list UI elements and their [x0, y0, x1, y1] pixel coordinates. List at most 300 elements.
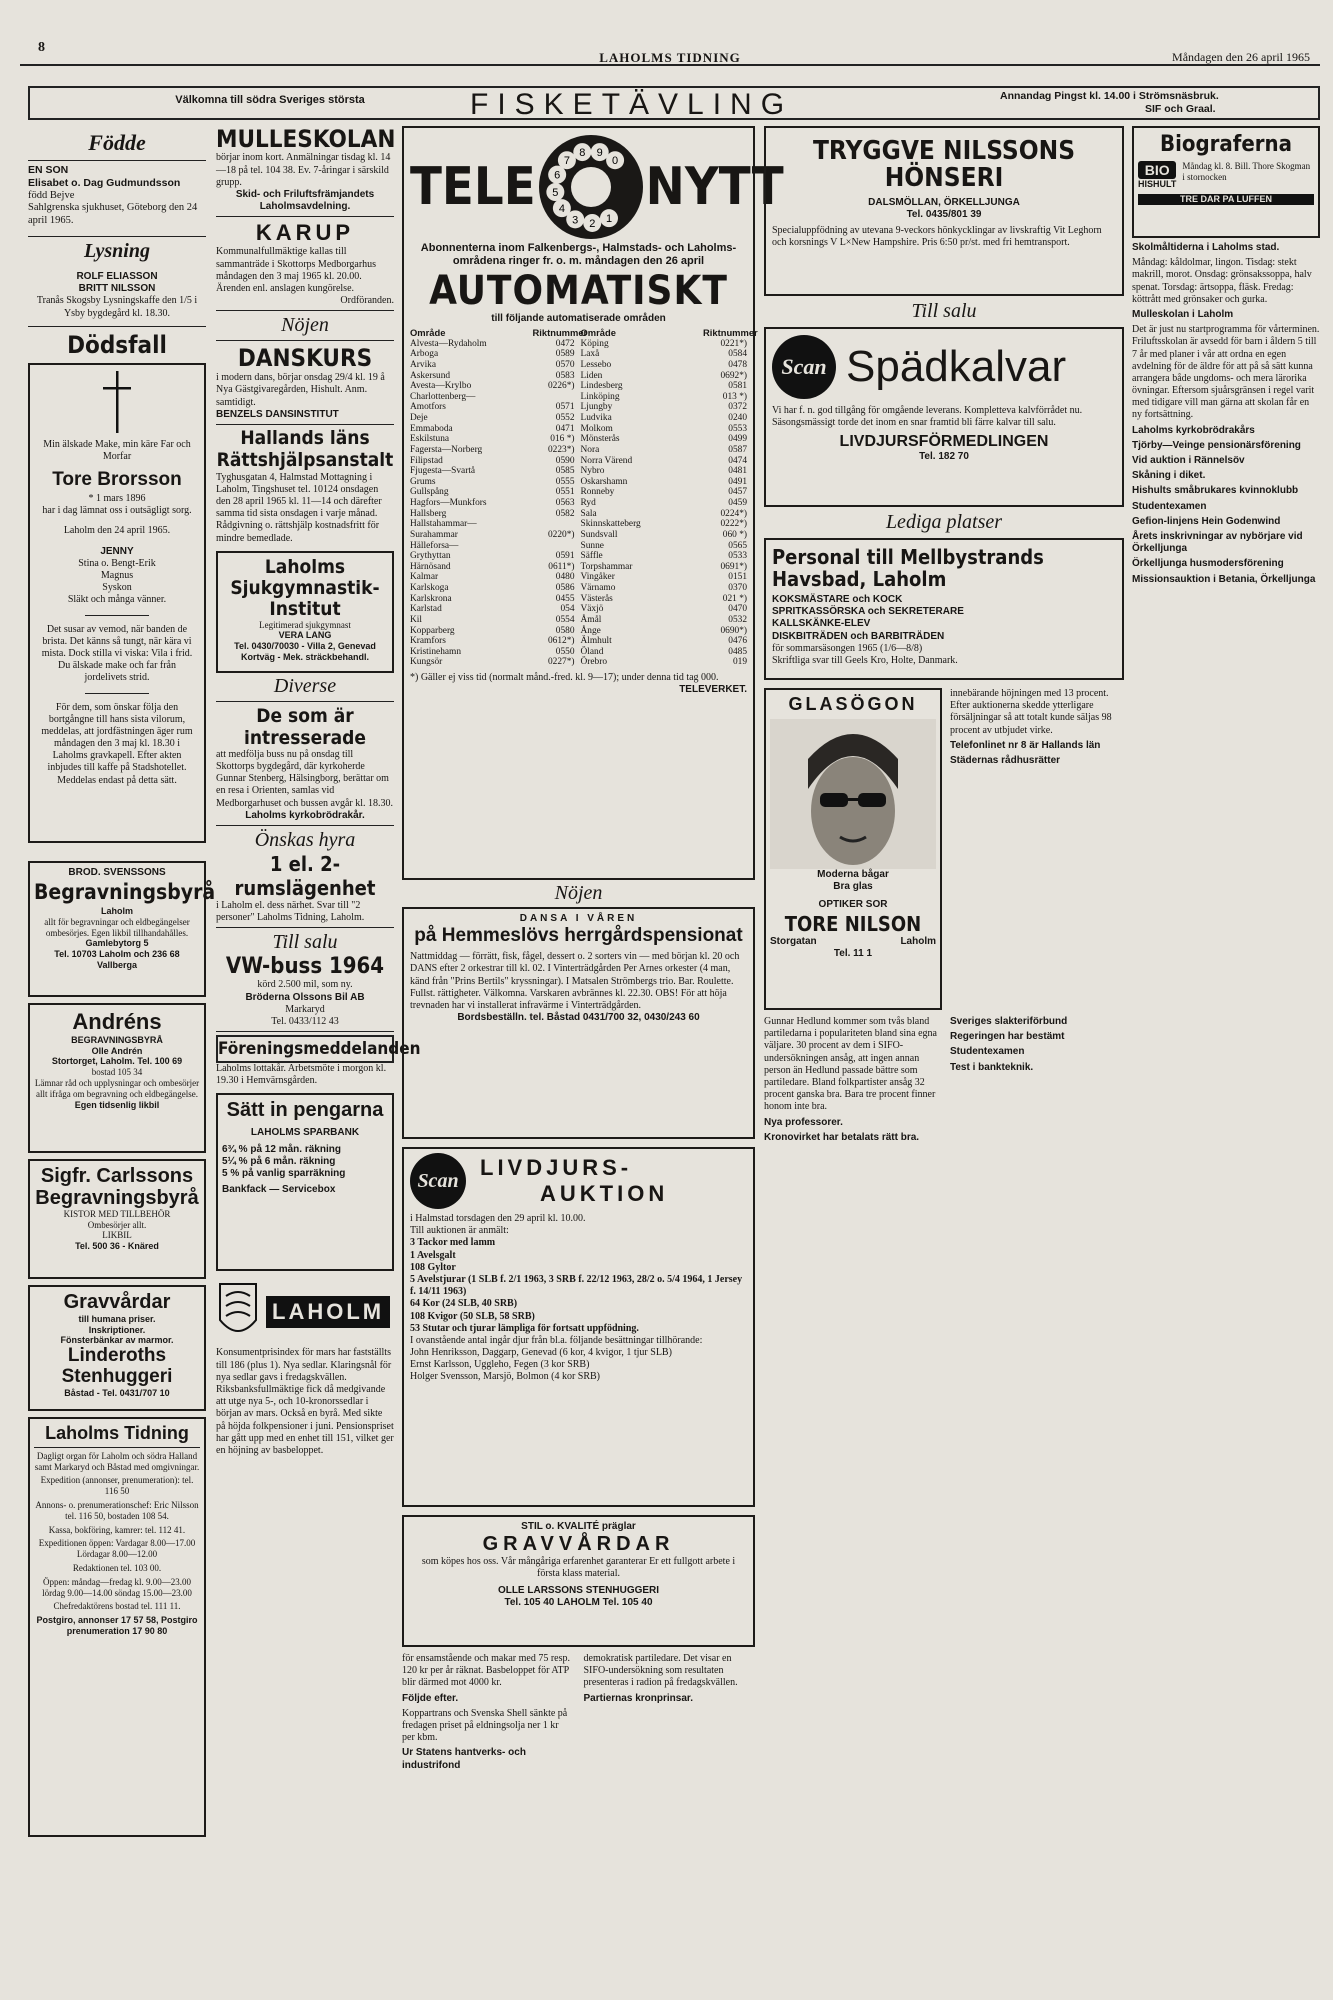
area-code-cell: 013 *)	[722, 391, 747, 402]
area-code-cell: 0582	[555, 508, 575, 519]
biografer-title: Biograferna	[1160, 132, 1292, 157]
orkelljunga-heading: Örkelljunga husmodersförening	[1132, 558, 1284, 570]
carlssons-tel: Tel. 500 36 - Knäred	[75, 1241, 159, 1252]
laholm-news: Konsumentprisindex för mars har fastställts till 186 (plus 1). Nya sedlar. Klaringsnål för nya sedlar gavs i fredagskvällen. Riksbanksfullmäktige fick då medgivande att utge nya 5-, och 10-kronorssedlar i början av mars. Också en byrå. Med sikte på höjda folkpensioner i juni. Pensionspriset har gått upp med en enhet till 151, vilket ger en höjning av basbeloppet.	[216, 1347, 394, 1456]
regeringen-heading: Regeringen har bestämt	[950, 1031, 1065, 1043]
area-code-cell: Grums	[410, 476, 436, 487]
scan-logo-2: Scan	[772, 335, 836, 399]
obit-funeral: För dem, som önskar följa den bortgångne till hans sista vilorum, meddelas, att jordfästningen äger rum måndagen den 3 maj kl. 18.30 i Laholms gravkapell. Efter akten inbjudes till kaffe på Stadshotellet. Meddelas endast på detta sätt.	[41, 701, 193, 786]
obit-text: har i dag lämnat oss i outsägligt sorg.	[42, 505, 192, 517]
area-code-cell: 0240	[728, 413, 747, 423]
area-code-cell: Nora	[580, 444, 600, 455]
area-code-cell: 0586	[555, 583, 575, 593]
tore-street: Storgatan	[770, 935, 817, 947]
auktion-line: 64 Kor (24 SLB, 40 SRB)	[410, 1298, 518, 1310]
olle-larssons-ad	[402, 1515, 755, 1647]
area-code-cell: 0591	[555, 551, 575, 562]
column-3	[402, 126, 784, 1990]
area-code-cell: 0223*)	[547, 444, 575, 455]
laholm-crest-icon	[216, 1280, 260, 1344]
obit-born: * 1 mars 1896	[88, 493, 146, 505]
rate-1: 6¾ % på 12 mån. räkning	[222, 1143, 341, 1155]
gravvardar-line-2: Inskriptioner.	[88, 1324, 146, 1335]
intresserade-title: De som är intresserade	[244, 704, 366, 749]
tele-text: TELE	[410, 157, 536, 217]
bottom-left-article	[402, 1653, 574, 1775]
area-code-cell: Örebro	[580, 657, 608, 668]
area-code-cell: 0555	[555, 476, 575, 487]
obit-family	[36, 546, 198, 607]
gravvardar-text	[34, 1314, 200, 1346]
area-code-cell: Deje	[410, 413, 428, 423]
lysning-heading: Lysning	[84, 239, 150, 262]
area-code-cell: 0533	[728, 551, 747, 562]
area-code-cell: 0550	[555, 646, 575, 657]
area-code-cell: Arvika	[410, 359, 437, 370]
sparbank-name: LAHOLMS SPARBANK	[250, 1127, 360, 1139]
family-3: Magnus	[100, 570, 134, 582]
hyra-text: i Laholm el. dess närhet. Svar till "2 personer" Laholms Tidning, Laholm.	[216, 899, 365, 924]
area-code-cell: Ludvika	[580, 413, 612, 423]
dial-digit: 4	[558, 203, 565, 216]
lt-line-8: Chefredaktörens bostad tel. 111 11.	[53, 1601, 181, 1612]
dial-digit: 8	[578, 147, 586, 160]
vid-auktion-heading: Vid auktion i Rännelsöv	[1132, 455, 1245, 466]
area-code-header	[410, 327, 758, 339]
area-code-cell: Ronneby	[580, 487, 615, 498]
personal-text: för sommarsäsongen 1965 (1/6—8/8)	[772, 642, 923, 654]
honseri-text: Specialuppfödning av utevana 9-veckors hönkycklingar av livskraftig Vit Leghorn och korsnings V L×New Hampshire. Pris 6:50 pr/st. med fri hemtransport.	[772, 224, 1102, 249]
sjukgym-title: Laholms Sjukgymnastik-Institut	[230, 555, 380, 620]
studentexamen-heading: Studentexamen	[950, 1046, 1025, 1058]
glasogon-sub-2: Bra glas	[833, 881, 873, 893]
area-code-cell: Nybro	[580, 466, 605, 477]
header-riktnummer-2: Riktnummer	[703, 327, 758, 338]
carlssons-ad	[28, 1159, 206, 1279]
area-code-cell: Sundsvall	[580, 529, 618, 540]
area-code-cell: Hagfors—Munkfors	[410, 498, 487, 508]
nytt-text: NYTT	[645, 157, 784, 217]
area-code-cell: 0584	[728, 349, 747, 360]
area-code-cell: Karlskoga	[410, 583, 449, 593]
basbelopp-text: för ensamstående och makar med 75 resp. 120 kr per år räknat. Basbeloppet för ATP blir därmed mot 4000 kr.	[402, 1653, 570, 1689]
linderoths-tel: Båstad - Tel. 0431/707 10	[64, 1387, 170, 1398]
article-column-b	[950, 688, 1124, 1010]
hemmeslov-sign: Bordsbeställn. tel. Båstad 0431/700 32, 0430/243 60	[457, 1012, 700, 1024]
lt-line-3: Annons- o. prenumerationschef: Eric Nilsson tel. 116 50, bostaden 108 54.	[35, 1499, 199, 1521]
area-code-cell: 0455	[555, 593, 575, 604]
area-code-cell: 0474	[728, 455, 747, 466]
skolmaltider-text: Måndag: kåldolmar, lingon. Tisdag: stekt makrill, morot. Onsdag: grönsakssoppa, halv spenat. Torsdag: ärtsoppa, fläsk. Fredag: köttrått med grönsaker och gurka.	[1132, 257, 1312, 305]
family-4: Syskon	[102, 582, 132, 594]
area-code-cell: 0553	[728, 423, 747, 434]
lysning-name-2: BRITT NILSSON	[78, 283, 156, 295]
svenssons-desc: allt för begravningar och eldbegängelser ombesörjes. Egen likbil tillhandahålles.	[44, 916, 190, 938]
auktion-line: Ernst Karlsson, Uggleho, Fegen (3 kor SRB)	[410, 1359, 590, 1371]
svenssons-name: BROD. SVENSSONS	[68, 866, 166, 878]
area-code-cell: Avesta—Krylbo	[410, 381, 472, 392]
vw-line-1: körd 2.500 mil, som ny.	[257, 979, 353, 991]
hemmeslov-title: på Hemmeslövs herrgårdspensionat	[414, 925, 743, 947]
banner-text: Välkomna till södra Sveriges största	[175, 94, 365, 106]
automatiskt-title: AUTOMATISKT	[429, 267, 728, 314]
tore-town: Laholm	[900, 935, 936, 947]
karup-title: KARUP	[255, 220, 355, 246]
column-5	[1132, 126, 1320, 1990]
area-code-cell: 0691*)	[720, 561, 747, 572]
dial-digit: 2	[588, 217, 595, 230]
auktion-line: I ovanstående antal ingår djur från bl.a. följande besättningar tillhörande:	[410, 1334, 703, 1346]
area-code-cell: Charlottenberg—	[410, 391, 476, 402]
table-note: *) Gäller ej viss tid (normalt månd.-fred. kl. 9—17); under denna tid tag 000.	[410, 672, 719, 683]
area-code-cell: Härnösand	[410, 561, 451, 572]
personal-sign: Skriftliga svar till Geels Kro, Holte, Danmark.	[772, 654, 958, 666]
area-code-cell: 0590	[555, 455, 575, 466]
area-code-cell: 0589	[555, 349, 575, 360]
vw-line-2: Bröderna Olssons Bil AB	[245, 991, 365, 1003]
auktion-line: 108 Gyltor	[410, 1261, 456, 1273]
intresserade-sign: Laholms kyrkobrödrakår.	[245, 809, 365, 821]
andrens-likbil: Egen tidsenlig likbil	[74, 1099, 160, 1110]
linderoths-ad	[28, 1285, 206, 1411]
dial-digit: 0	[611, 155, 618, 168]
olle-tel: Tel. 105 40 LAHOLM Tel. 105 40	[504, 1596, 653, 1608]
dial-digit: 7	[563, 155, 570, 168]
karup-text: Kommunalfullmäktige kallas till sammanträde i Skottorps Medborgarhus måndagen den 3 maj 1965 kl. 20.00. Ärenden enl. anslagen kungörelse.	[216, 246, 377, 294]
obit-place: Laholm den 24 april 1965.	[63, 525, 171, 537]
area-code-cell: Vingåker	[580, 572, 615, 583]
family-2: Stina o. Bengt-Erik	[78, 557, 156, 569]
area-code-cell: Arboga	[410, 349, 439, 360]
rate-3: 5 % på vanlig sparräkning	[222, 1168, 346, 1180]
tre-dar-title: TRE DAR PA LUFFEN	[1138, 194, 1314, 205]
danskurs-text: i modern dans, börjar onsdag 29/4 kl. 19 å Nya Gästgivaregården, Hishult. Anm. samtidigt.	[216, 372, 385, 408]
svenssons-tel: Tel. 10703 Laholm och 236 68 Vallberga	[54, 949, 180, 970]
karup-sign: Ordföranden.	[340, 295, 394, 307]
area-code-cell: 0612*)	[547, 636, 575, 647]
honseri-sub: DALSMÖLLAN, ÖRKELLJUNGA	[868, 196, 1020, 208]
svenssons-ad	[28, 861, 216, 997]
area-code-cell: 0222*)	[720, 519, 747, 530]
cross-icon	[36, 369, 198, 439]
area-code-cell: Mönsterås	[580, 434, 620, 445]
scan-logo: Scan	[410, 1153, 466, 1209]
area-code-cell: 0581	[728, 381, 747, 392]
auktion-line: 108 Kvigor (50 SLB, 58 SRB)	[410, 1310, 535, 1322]
area-code-cell: 019	[732, 657, 747, 668]
foljde-text: Koppartrans och Svenska Shell sänkte på fredagen priset på eldningsolja ner 1 kr per kbm.	[402, 1707, 568, 1744]
vw-title: VW-buss 1964	[225, 954, 385, 980]
gravvardar-title: Gravvårdar	[63, 1290, 171, 1313]
dial-digit: 6	[553, 169, 560, 182]
area-code-cell: 0570	[555, 359, 575, 370]
auktion-line: Holger Svensson, Marsjö, Bolmon (4 kor SRB)	[410, 1371, 600, 1383]
tillsalu-heading: Till salu	[272, 931, 338, 954]
obit-intro: Min älskade Make, min käre Far och Morfar	[43, 438, 191, 462]
bio-logo: BIO	[1138, 161, 1176, 179]
bottom-articles	[402, 1653, 755, 1775]
spadkalvar-header	[772, 335, 1116, 399]
area-code-cell: Karlstad	[410, 604, 442, 615]
vw-line-4: Tel. 0433/112 43	[271, 1015, 339, 1027]
area-code-cell: Linköping	[580, 391, 620, 402]
area-code-cell: Kalmar	[410, 572, 439, 583]
sparbank-ad	[216, 1093, 394, 1271]
hishult-label: HISHULT	[1138, 179, 1177, 189]
kronovirket-heading: Kronovirket har betalats rätt bra.	[764, 1131, 920, 1143]
svenssons-title: Begravningsbyrå	[34, 879, 216, 904]
area-code-cell: 016 *)	[550, 434, 575, 445]
carlssons-text	[34, 1209, 200, 1252]
mulleskolan-title: MULLESKOLAN	[216, 125, 396, 153]
area-code-cell: 0583	[555, 370, 575, 381]
hemmeslov-text: Nattmiddag — förrätt, fisk, fågel, dessert o. 2 sorters vin — med början kl. 20 och DANS efter 2 orkestrar till kl. 02. I Vinterträdgården Per Arnes orkester (4 man, känd från "Prins Bertils" kryssningar). I Matsalen Strömbergs trio. Bar. Roulette. Fullst. rättigheter. Välkomna. Varskaren avbrännes kl. 22.30. OBS! För att höja trevnaden har vi installerat infravärme i Vinterträdgården.	[410, 951, 740, 1011]
lt-line-2: Expedition (annonser, prenumeration): tel. 116 50	[40, 1475, 194, 1497]
auktion-header	[410, 1153, 747, 1209]
lt-line-1: Dagligt organ för Laholm och södra Halland samt Markaryd och Båstad med omgivningar.	[34, 1450, 200, 1472]
area-code-cell: Molkom	[580, 423, 613, 434]
dial-digit: 5	[551, 187, 559, 200]
area-code-cell: 0457	[728, 487, 747, 498]
tore-tel: Tel. 11 1	[833, 947, 873, 959]
kvinnoklubb-heading: Hishults småbrukares kvinnoklubb	[1132, 485, 1299, 497]
area-code-cell: 0480	[555, 572, 575, 583]
area-code-cell: Sunne	[580, 540, 604, 551]
personal-title: Personal till Mellbystrands Havsbad, Laholm	[772, 545, 1044, 591]
sifo-text: demokratisk partiledare. Det visar en SIFO-undersökning som resultaten presenteras i radion på fredagskvällen.	[583, 1653, 738, 1689]
lysning-names	[28, 271, 206, 295]
vw-text	[216, 979, 394, 1028]
area-code-cell: 0532	[728, 614, 747, 625]
area-code-cell: Torpshammar	[580, 561, 633, 572]
hedlund-text: Gunnar Hedlund kommer som tvås bland partiledarna i populariteten bland sina egna väljare. 30 procent av dem i SIFO-undersökningen ansåg, att ingen annan person än Hedlund passade bättre som partiledare. Bland folkpartister ansåg 32 procent ganska bra. Bara tre procent finner honom inte bra.	[764, 1016, 937, 1113]
area-code-cell: 0491	[728, 476, 747, 487]
glasogon-title: GLASÖGON	[788, 694, 918, 714]
lt-title: Laholms Tidning	[45, 1422, 189, 1443]
area-code-cell: Surahammar	[410, 529, 458, 540]
bankteknik-heading: Test i bankteknik.	[950, 1061, 1034, 1073]
area-code-cell: 0372	[728, 402, 747, 413]
area-code-cell: Grythyttan	[410, 551, 451, 562]
area-code-cell: Köping	[580, 338, 609, 349]
column-4	[764, 126, 1124, 1990]
area-code-cell: 0611*)	[548, 561, 575, 572]
sparbank-foot: Bankfack — Servicebox	[222, 1184, 336, 1196]
area-code-cell: Älmhult	[580, 636, 612, 647]
area-code-cell: Kil	[410, 614, 422, 625]
birth-type: EN SON	[28, 164, 69, 176]
area-code-cell: 0485	[728, 646, 747, 657]
onskas-heading: Önskas hyra	[254, 828, 356, 851]
spadkalvar-text: Vi har f. n. god tillgång för omgående leverans. Kompletteva kalvförrådet nu. Säsongsmässigt torde det inom en snar framtid bli färre kalvar till salu.	[772, 405, 1083, 429]
andrens-sub: BEGRAVNINGSBYRÅ	[71, 1034, 163, 1045]
tele-nytt-ad	[402, 126, 784, 880]
auktion-title: AUKTION	[540, 1181, 669, 1206]
olle-name: OLLE LARSSONS STENHUGGERI	[497, 1584, 660, 1596]
area-code-cell: Oskarshamn	[580, 476, 628, 487]
area-code-cell: Fjugesta—Svartå	[410, 466, 476, 477]
auktion-line: 5 Avelstjurar (1 SLB f. 2/1 1963, 3 SRB f. 22/12 1963, 28/2 o. 5/4 1964, 1 Jersey f. 14/11 1963)	[410, 1273, 743, 1298]
area-code-cell: 0499	[728, 434, 747, 445]
intresserade-text: att medfölja buss nu på onsdag till Skottorps bygdegård, där kyrkoherde Gunnar Stenberg, Hälsingborg, berättar om en resa i Orienten, samlas vid Medborgarhuset och bussen avgår kl. 18.30.	[216, 748, 394, 809]
area-code-cell: 0472	[555, 338, 575, 349]
mulleskolan-text: börjar inom kort. Anmälningar tisdag kl. 14—18 på tel. 104 38. Ev. 7-åringar i särskild grupp.	[216, 152, 391, 188]
mulleskolan-heading: Mulleskolan i Laholm	[1132, 308, 1234, 320]
area-code-cell	[533, 519, 575, 530]
area-code-cell: Västerås	[580, 593, 613, 604]
gravvardar-text-2: som köpes hos oss. Vår mångåriga erfarenhet garanterar Er ett fullgott arbete i första klass material.	[421, 1556, 736, 1580]
annandag-text: Annandag Pingst kl. 14.00 i Strömsnäsbruk.	[1000, 90, 1219, 102]
area-code-cell	[533, 541, 575, 552]
virke-text: innebärande höjningen med 13 procent. Efter auktionerna skedde ytterligare försäljningar så att totalt kunde säljas 98 procent av utbjudet virke.	[950, 688, 1112, 736]
area-code-cell: 0690*)	[720, 625, 747, 636]
birth-notice	[28, 164, 206, 228]
lt-line-7: Öppen: måndag—fredag kl. 9.00—23.00 lördag 9.00—14.00 söndag 15.00—23.00	[42, 1576, 192, 1598]
area-code-cell: Öland	[580, 646, 604, 657]
area-code-cell: Gullspång	[410, 487, 449, 498]
bio-text: Måndag kl. 8. Bill. Thore Skogman i stornocken	[1182, 161, 1311, 182]
sjukgym-line-2: VERA LANG	[278, 630, 332, 641]
livdjurs-tel: Tel. 182 70	[919, 451, 969, 463]
area-code-cell: Fagersta—Norberg	[410, 444, 483, 455]
area-code-cell: Askersund	[410, 370, 451, 381]
area-code-cell: Åmål	[580, 614, 602, 625]
area-code-cell: Karlskrona	[410, 593, 452, 604]
personal-line-4: DISKBITRÄDEN och BARBITRÄDEN	[772, 630, 945, 642]
birth-nee: född Bejve	[28, 189, 75, 201]
svenssons-town: Laholm	[100, 905, 133, 916]
andrens-owner: Olle Andrén	[91, 1045, 143, 1056]
sparbank-slogan: Sätt in pengarna	[226, 1099, 384, 1122]
area-code-cell: Emmaboda	[410, 423, 453, 434]
area-code-cell: Växjö	[580, 604, 604, 615]
skaning-heading: Skåning i diket.	[1132, 470, 1206, 482]
tele-nytt-header	[410, 132, 784, 242]
area-code-cell: 054	[560, 604, 575, 615]
andrens-ad	[28, 1003, 206, 1153]
area-code-cell: 0476	[728, 636, 747, 647]
televerket-sign: TELEVERKET.	[679, 684, 747, 696]
abonnenter-text: Abonnenterna inom Falkenbergs-, Halmstads- och Laholms-områdena ringer fr. o. m. måndagen den 26 april	[420, 242, 737, 268]
area-code-cell: Sala	[580, 508, 597, 519]
slakteri-heading: Sveriges slakteriförbund	[950, 1016, 1068, 1027]
area-code-cell: 0478	[728, 359, 747, 370]
lt-info	[34, 1451, 200, 1637]
dansa-text: DANSA I VÅREN	[519, 913, 638, 924]
personal-line-1: KOKSMÄSTARE och KOCK	[772, 594, 903, 605]
header-omrade-1: Område	[410, 327, 446, 338]
area-code-cell: Hälleforsa—	[410, 540, 459, 551]
dial-digit: 9	[596, 147, 603, 160]
area-code-cell: 0471	[555, 423, 575, 434]
auktion-line: 1 Avelsgalt	[410, 1249, 456, 1261]
auktion-line: Till auktionen är anmält:	[410, 1225, 509, 1237]
area-code-table	[410, 339, 747, 668]
andrens-title: Andréns	[72, 1008, 162, 1034]
area-code-cell: Amotfors	[410, 402, 446, 413]
area-code-cell: 0571	[555, 402, 575, 413]
personal-ad	[764, 538, 1124, 680]
glasogon-ad	[764, 688, 942, 1010]
area-code-cell: Eskilstuna	[410, 434, 450, 445]
auktion-intro: i Halmstad torsdagen den 29 april kl. 10.00.	[410, 1213, 586, 1224]
partiernas-heading: Partiernas kronprinsar.	[583, 1692, 693, 1704]
article-column-c	[950, 1016, 1124, 1147]
gefion-heading: Gefion-linjens Hein Godenwind	[1132, 515, 1281, 527]
laholm-logo-text: LAHOLM	[266, 1296, 390, 1328]
area-code-cell: 0470	[728, 604, 747, 615]
birth-place: Sahlgrenska sjukhuset, Göteborg den 24 april 1965.	[28, 202, 198, 227]
masthead	[20, 40, 1320, 66]
area-code-cell: 0226*)	[547, 381, 575, 392]
vw-line-3: Markaryd	[285, 1003, 325, 1015]
arets-heading: Årets inskrivningar av nybörjare vid Örkelljunga	[1132, 530, 1303, 555]
area-code-cell: 0587	[728, 444, 747, 455]
mulleskolan-body: Det är just nu startprogramma för vårterminen. Friluftsskolan är avsedd för barn i åldern 5 till 7 år med planer i vår att ordna en egen avdelning för de äldre för att på så sätt kunna arrangera både ungdoms- och mera lärorika övningar. Eftersom sjuårsgränsen i regel varit med tidigare vill man gärna att skolan får en ny fortsättning.	[1132, 324, 1320, 421]
sjukgym-line-1: Legitimerad sjukgymnast	[259, 619, 351, 630]
diverse-heading: Diverse	[273, 674, 337, 697]
auktion-lines	[410, 1225, 747, 1383]
area-code-cell: 060 *)	[722, 529, 747, 540]
carlssons-allt: Ombesörjer allt.	[87, 1219, 147, 1230]
livdjursformedlingen: LIVDJURSFÖRMEDLINGEN	[839, 433, 1049, 451]
area-code-cell: 0224*)	[720, 508, 747, 519]
glasogon-row	[764, 688, 1124, 1010]
obit-poem: Det susar av vemod, när banden de brista. Det känns så tungt, när kära vi mista. Dock stilla vi viska: Vila i frid. Du älskade make och far från jordelivets strid.	[41, 623, 193, 684]
lt-line-9: Postgiro, annonser 17 57 58, Postgiro prenumeration 17 90 80	[36, 1615, 198, 1636]
tjorby-heading: Tjörby—Veinge pensionärsförening	[1132, 439, 1301, 451]
family-5: Släkt och många vänner.	[67, 594, 167, 606]
area-code-cell: 0552	[555, 413, 575, 423]
carlssons-likbil: LIKBIL	[102, 1230, 132, 1241]
area-code-cell: 0551	[555, 487, 575, 498]
biografer-box	[1132, 126, 1320, 238]
nojen-heading: Nöjen	[281, 314, 329, 337]
area-code-cell: Laxå	[580, 349, 600, 360]
glasogon-sub	[770, 869, 936, 893]
hyra-title: 1 el. 2-rumslägenhet	[234, 851, 376, 900]
sif-graal: SIF och Graal.	[1145, 103, 1216, 115]
area-code-cell: 0585	[555, 466, 575, 477]
area-code-cell: Kopparberg	[410, 625, 455, 636]
article-column-a	[764, 1016, 942, 1147]
area-code-cell: Kungsör	[410, 657, 443, 668]
area-code-cell: Liden	[580, 370, 603, 381]
dial-digit: 1	[605, 213, 612, 226]
sjukgymnastik-ad	[216, 551, 394, 673]
hallands-title: Hallands läns Rättshjälpsanstalt	[216, 427, 394, 471]
obit-name: Tore Brorsson	[52, 469, 182, 491]
dial-digit: 3	[571, 214, 578, 227]
auktion-line: 3 Tackor med lamm	[410, 1237, 496, 1249]
auktion-line: John Henriksson, Daggarp, Genevad (6 kor, 4 kvigor, 1 tjur SLB)	[410, 1347, 672, 1359]
livdjurs-title: LIVDJURS-	[480, 1155, 633, 1180]
area-code-cell: 0563	[555, 498, 575, 508]
fisketavling-banner	[28, 86, 1320, 120]
telefonlinet-heading: Telefonlinet nr 8 är Hallands län	[950, 739, 1101, 751]
foreningar-text: Laholms lottakår. Arbetsmöte i morgon kl. 19.30 i Hemvärnsgården.	[216, 1063, 387, 1087]
area-code-cell: Kramfors	[410, 636, 446, 647]
nya-professorer-heading: Nya professorer.	[764, 1116, 843, 1128]
area-code-cell: Filipstad	[410, 455, 443, 466]
linderoths-title: Linderoths Stenhuggeri	[61, 1345, 173, 1388]
spadkalvar-ad	[764, 327, 1124, 507]
andrens-bostad: bostad 105 34	[91, 1067, 143, 1078]
area-code-cell: 0580	[555, 625, 575, 636]
gravvardar-line-3: Fönsterbänkar av marmor.	[60, 1335, 174, 1346]
column-5-articles	[1132, 242, 1320, 586]
andrens-desc: Lämnar råd och upplysningar och ombesörjer allt ifråga om begravning och eldbegängelse.	[34, 1077, 200, 1099]
